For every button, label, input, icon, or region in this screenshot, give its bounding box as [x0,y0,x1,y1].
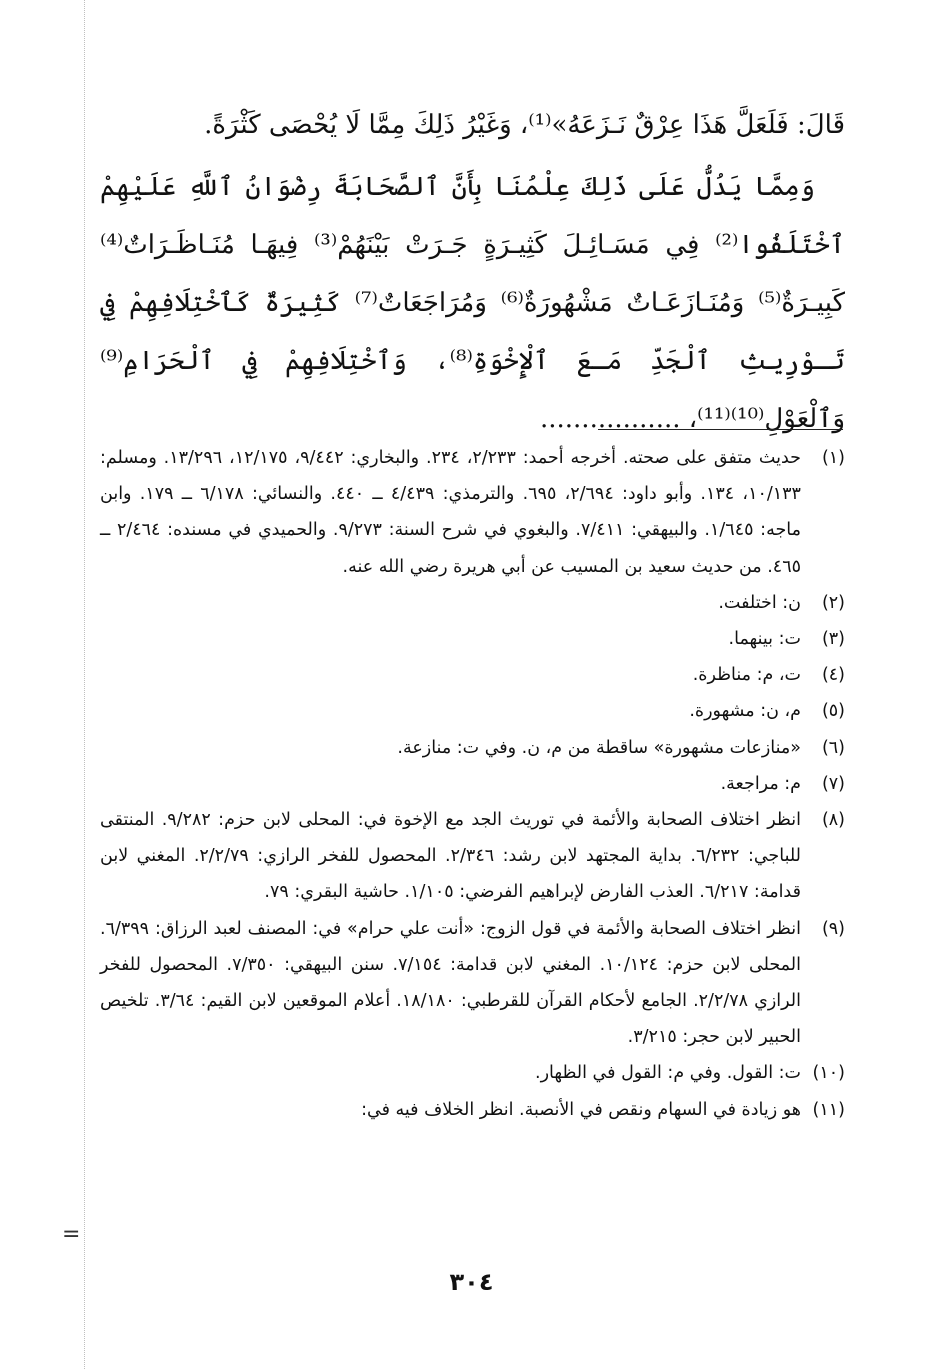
footnote-text: ت، م: مناظرة. [692,665,801,686]
main-paragraph-1: قَالَ: فَلَعَلَّ هَذَا عِرْقٌ نَـزَعَهُ»⁽¹⁾، وَغَيْرُ ذَلِكَ مِمَّا لَا يُحْصَى كَثْرَةً. [204,110,845,140]
footnotes [100,440,845,1128]
ellipsis-dots: ................. [539,404,681,434]
footnote-7 [100,766,845,802]
footnote-number: (٢) [821,592,845,613]
main-paragraph-2 [100,158,845,448]
margin-mark: = [62,1222,81,1247]
footnote-separator [598,429,843,430]
footnote-text: م: مراجعة. [720,773,801,794]
footnote-number: (١٠) [812,1063,845,1084]
footnote-number: (٩) [821,918,845,939]
footnote-text: ت: القول. وفي م: القول في الظهار. [535,1063,801,1084]
main-paragraph-2-text: وَمِمَّا يَدُلُّ عَلَى ذَلِكَ عِلْمُنَا بِأَنَّ ٱلصَّحَابَةَ رِضْوَانُ ٱللَّهِ عَلَيْهِمْ ٱخْتَلَفُوا⁽²⁾ فِي مَسَـائِـلَ كَثِيـرَةٍ جَـرَتْ بَيْنَهُمْ⁽³⁾ فِيهَـا مُنَـاظَـرَاتٌ⁽⁴⁾ كَبِيـرَةٌ⁽⁵⁾ وَمُنَـازَعَـاتٌ مَشْهُورَةٌ⁽⁶⁾ وَمُرَاجَعَاتٌ⁽⁷⁾ كَثِيرَةٌ كَٱخْتِلَافِهِمْ فِي تَـوْرِيثِ ٱلْجَدِّ مَـعَ ٱلْإِخْوَةِ⁽⁸⁾، وَٱخْتِلَافِهِمْ فِي ٱلْحَرَامِ⁽⁹⁾ وَٱلْعَوْلِ⁽¹⁰⁾⁽¹¹⁾، [100,172,845,434]
footnote-number: (٥) [821,701,845,722]
footnote-8 [100,802,845,911]
footnote-10 [100,1055,845,1091]
footnote-text: «منازعات مشهورة» ساقطة من م، ن. وفي ت: منازعة. [397,737,801,758]
footnote-5 [100,693,845,729]
footnote-text: ت: بينهما. [728,629,801,650]
footnote-text: حديث متفق على صحته. أخرجه أحمد: ٢/٢٣٣، ٢٣٤. والبخاري: ٩/٤٤٢، ١٢/١٧٥، ١٣/٢٩٦. ومسلم: ١٠/١٣٣، ١٣٤. وأبو داود: ٢/٦٩٤، ٦٩٥. والترمذي: ٤/٤٣٩ ــ ٤٤٠. والنسائي: ٦/١٧٨ ــ ١٧٩. وابن ماجه: ١/٦٤٥. والبيهقي: ٧/٤١١. والبغوي في شرح السنة: ٩/٢٧٣. والحميدي في مسنده: ٢/٤٦٤ ــ ٤٦٥. من حديث سعيد بن المسيب عن أبي هريرة رضي الله عنه. [100,448,801,577]
page-number: ٣٠٤ [449,1268,494,1296]
footnote-11 [100,1092,845,1128]
footnote-2 [100,585,845,621]
footnote-1 [100,440,845,585]
footnote-number: (١) [821,448,845,468]
footnote-text: انظر اختلاف الصحابة والأئمة في توريث الجد مع الإخوة في: المحلى لابن حزم: ٩/٢٨٢. المنتقى للباجي: ٦/٢٣٢. بداية المجتهد لابن رشد: ٢/٣٤٦. المحصول للفخر الرازي: ٢/٢/٧٩. المغني لابن قدامة: ٦/٢١٧. العذب الفارض لإبراهيم الفرضي: ١/١٠٥. حاشية البقري: ٧٩. [100,810,801,903]
footnote-number: (٤) [821,665,845,686]
footnote-text: م، ن: مشهورة. [689,701,801,722]
main-text [100,96,845,448]
footnote-number: (٦) [821,737,845,758]
footnote-number: (٧) [821,773,845,794]
footnote-4 [100,657,845,693]
scan-margin-line [84,0,85,1369]
footnote-number: (٣) [821,629,845,650]
footnote-text: انظر اختلاف الصحابة والأئمة في قول الزوج: «أنت علي حرام» في: المصنف لعبد الرزاق: ٦/٣٩٩. المحلى لابن حزم: ١٠/١٢٤. المغني لابن قدامة: ٧/١٥٤. سنن البيهقي: ٧/٣٥٠. المحصول للفخر الرازي ٢/٢/٧٨. الجامع لأحكام القرآن للقرطبي: ١٨/١٨٠. أعلام الموقعين لابن القيم: ٣/٦٤. تلخيص الحبير لابن حجر: ٣/٢١٥. [100,918,801,1048]
footnote-9 [100,911,845,1056]
footnote-number: (٨) [821,810,845,831]
footnote-text: هو زيادة في السهام ونقص في الأنصبة. انظر الخلاف فيه في: [361,1099,801,1120]
footnote-6 [100,730,845,766]
footnote-3 [100,621,845,657]
footnote-text: ن: اختلفت. [718,592,801,613]
footnote-number: (١١) [812,1099,845,1120]
